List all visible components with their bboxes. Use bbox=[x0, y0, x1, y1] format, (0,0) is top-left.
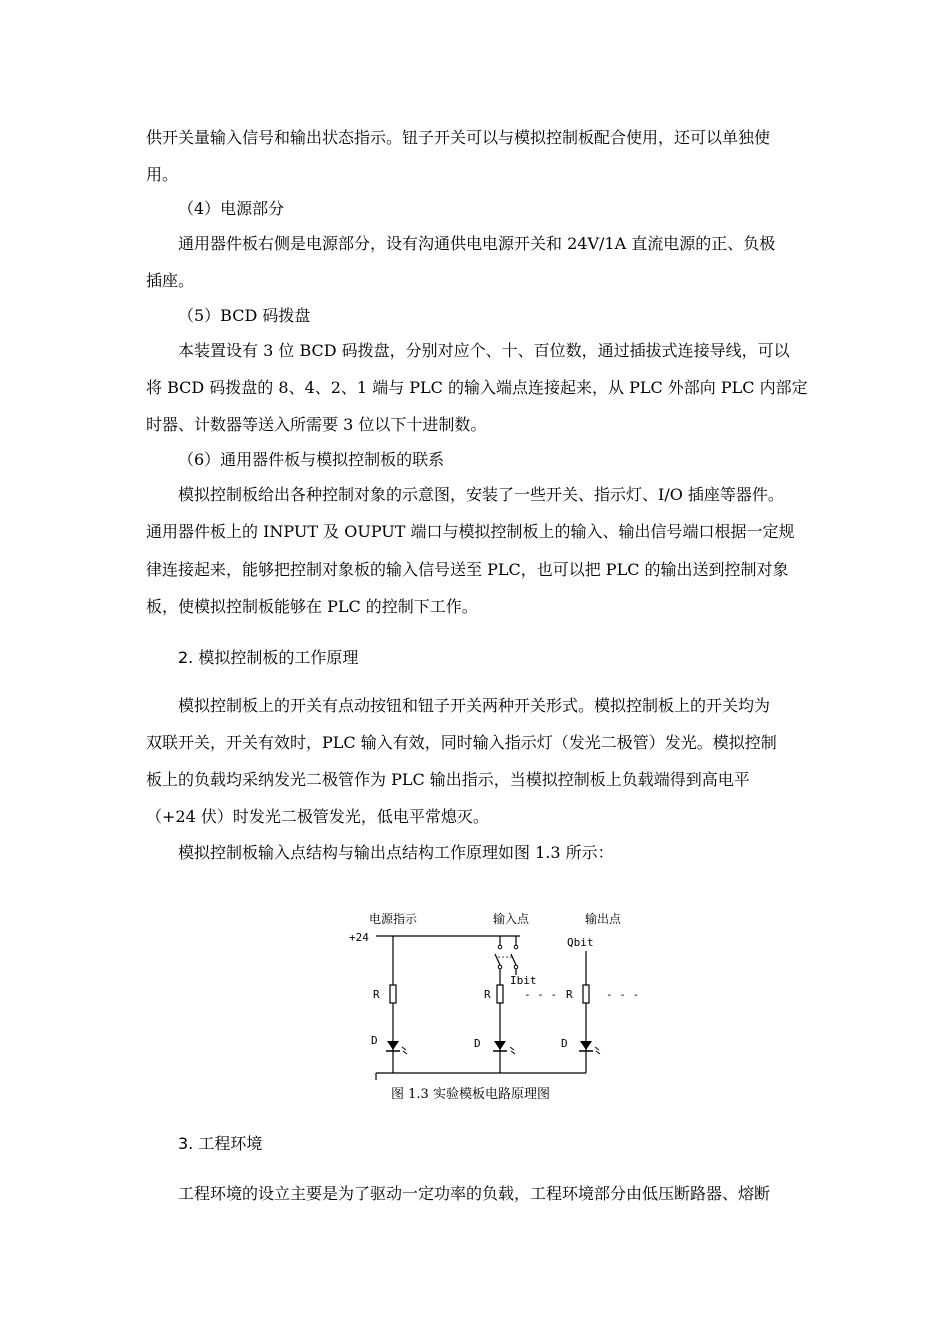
power-diode-icon bbox=[387, 1041, 399, 1050]
section-heading-environment: 3. 工程环境 bbox=[178, 1134, 263, 1153]
section-heading-relation: （6）通用器件板与模拟控制板的联系 bbox=[178, 450, 445, 469]
paragraph-line: 双联开关，开关有效时，PLC 输入有效，同时输入指示灯（发光二极管）发光。模拟控制 bbox=[146, 733, 777, 752]
input-resistor bbox=[497, 985, 503, 1003]
paragraph-line: 本装置设有 3 位 BCD 码拨盘，分别对应个、十、百位数，通过插拔式连接导线，可以 bbox=[178, 341, 790, 360]
paragraph-line: 供开关量输入信号和输出状态指示。钮子开关可以与模拟控制板配合使用，还可以单独使 bbox=[146, 128, 771, 147]
paragraph-line: 板，使模拟控制板能够在 PLC 的控制下工作。 bbox=[146, 597, 478, 616]
output-dashes: - - - bbox=[606, 988, 640, 1001]
section-heading-power: （4）电源部分 bbox=[178, 199, 285, 218]
input-dashes: - - - bbox=[524, 988, 558, 1001]
paragraph-line: 板上的负载均采纳发光二极管作为 PLC 输出指示，当模拟控制板上负载端得到高电平 bbox=[146, 770, 750, 789]
ibit-label: Ibit bbox=[510, 974, 537, 987]
input-switch-icon bbox=[511, 954, 516, 965]
supply-label: +24 bbox=[349, 931, 369, 944]
output-point-label: 输出点 bbox=[585, 912, 622, 926]
light-emission-icon bbox=[595, 1047, 600, 1054]
paragraph-line: 通用器件板右侧是电源部分，设有沟通供电电源开关和 24V/1A 直流电源的正、负极 bbox=[178, 234, 776, 253]
paragraph-line: 律连接起来，能够把控制对象板的输入信号送至 PLC，也可以把 PLC 的输出送到控制对象 bbox=[146, 560, 789, 579]
paragraph-line: 模拟控制板给出各种控制对象的示意图，安装了一些开关、指示灯、I/O 插座等器件。 bbox=[178, 485, 784, 504]
paragraph-line: 将 BCD 码拨盘的 8、4、2、1 端与 PLC 的输入端点连接起来，从 PLC 外部向 PLC 内部定 bbox=[146, 378, 808, 397]
power-diode-label: D bbox=[371, 1034, 378, 1047]
paragraph-line: 工程环境的设立主要是为了驱动一定功率的负载，工程环境部分由低压断路器、熔断 bbox=[178, 1184, 771, 1203]
paragraph-line: 模拟控制板输入点结构与输出点结构工作原理如图 1.3 所示： bbox=[178, 843, 614, 862]
paragraph-line: 通用器件板上的 INPUT 及 OUPUT 端口与模拟控制板上的输入、输出信号端口根据一定规 bbox=[146, 522, 795, 541]
input-diode-icon bbox=[494, 1041, 506, 1050]
power-indicator-label: 电源指示 bbox=[369, 912, 418, 926]
light-emission-icon bbox=[402, 1047, 407, 1054]
section-heading-bcd: （5）BCD 码拨盘 bbox=[178, 306, 311, 325]
input-point-label: 输入点 bbox=[493, 912, 530, 926]
section-heading-principle: 2. 模拟控制板的工作原理 bbox=[178, 648, 359, 667]
paragraph-line: 插座。 bbox=[146, 271, 195, 290]
input-diode-label: D bbox=[474, 1037, 481, 1050]
paragraph-line: 模拟控制板上的开关有点动按钮和钮子开关两种开关形式。模拟控制板上的开关均为 bbox=[178, 696, 771, 715]
power-resistor-label: R bbox=[373, 988, 380, 1001]
circuit-diagram bbox=[340, 905, 640, 1085]
paragraph-line: 时器、计数器等送入所需要 3 位以下十进制数。 bbox=[146, 415, 487, 434]
paragraph-line: （+24 伏）时发光二极管发光，低电平常熄灭。 bbox=[146, 807, 489, 826]
light-emission-icon bbox=[510, 1047, 515, 1054]
qbit-label: Qbit bbox=[567, 936, 594, 949]
output-resistor bbox=[583, 985, 589, 1003]
output-diode-label: D bbox=[561, 1037, 568, 1050]
input-switch-icon bbox=[495, 954, 500, 965]
figure-caption: 图 1.3 实验模板电路原理图 bbox=[391, 1087, 550, 1102]
power-resistor bbox=[390, 985, 396, 1003]
output-resistor-label: R bbox=[566, 988, 573, 1001]
paragraph-line: 用。 bbox=[146, 165, 179, 184]
output-diode-icon bbox=[580, 1041, 592, 1050]
input-resistor-label: R bbox=[484, 988, 491, 1001]
